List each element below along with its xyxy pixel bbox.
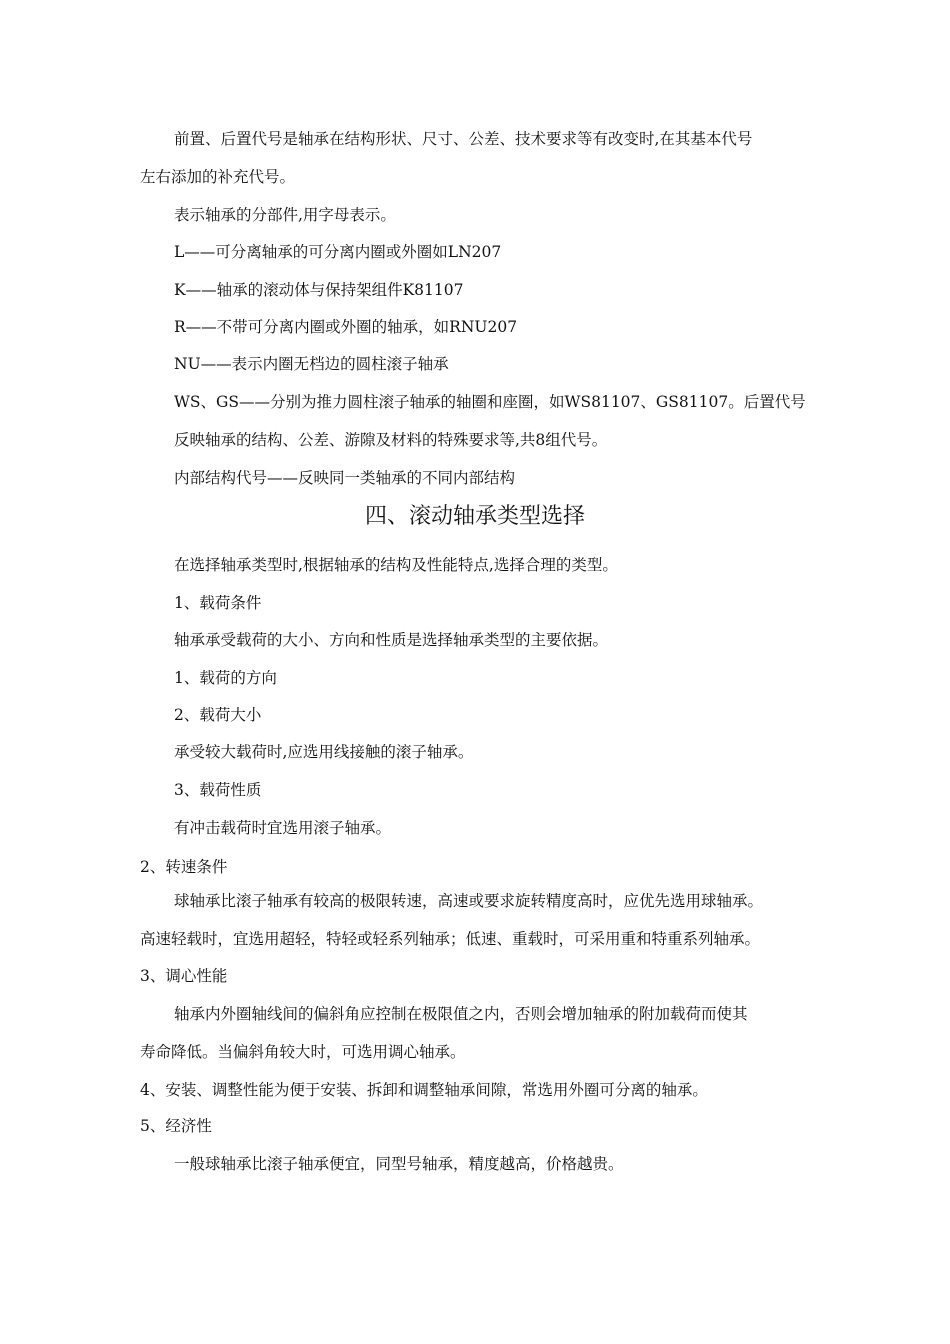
paragraph-line: 寿命降低。当偏斜角较大时，可选用调心轴承。 — [140, 1043, 466, 1061]
code-definition: 反映轴承的结构、公差、游隙及材料的特殊要求等,共8组代号。 — [174, 431, 608, 449]
paragraph-line: 一般球轴承比滚子轴承便宜，同型号轴承，精度越高，价格越贵。 — [174, 1155, 624, 1173]
code-definition: WS、GS——分别为推力圆柱滚子轴承的轴圈和座圈，如WS81107、GS81107。后置代号 — [174, 393, 806, 411]
paragraph-line: 高速轻载时，宜选用超轻，特轻或轻系列轴承；低速、重载时，可采用重和特重系列轴承。 — [140, 930, 761, 948]
list-item: 3、载荷性质 — [174, 781, 262, 799]
paragraph-line: 轴承承受载荷的大小、方向和性质是选择轴承类型的主要依据。 — [174, 631, 609, 649]
code-definition: R——不带可分离内圈或外圈的轴承，如RNU207 — [174, 318, 518, 336]
paragraph-line: 有冲击载荷时宜选用滚子轴承。 — [174, 819, 392, 837]
code-definition: K——轴承的滚动体与保持架组件K81107 — [174, 281, 464, 299]
paragraph-line: 承受较大载荷时,应选用线接触的滚子轴承。 — [174, 743, 474, 761]
subsection-title: 1、载荷条件 — [174, 594, 262, 612]
code-definition: L——可分离轴承的可分离内圈或外圈如LN207 — [174, 243, 502, 261]
list-item: 1、载荷的方向 — [174, 669, 277, 687]
paragraph-line: 前置、后置代号是轴承在结构形状、尺寸、公差、技术要求等有改变时,在其基本代号 — [174, 130, 753, 148]
subsection-title: 5、经济性 — [140, 1117, 212, 1135]
paragraph-line: 左右添加的补充代号。 — [140, 168, 296, 186]
code-definition: NU——表示内圈无档边的圆柱滚子轴承 — [174, 355, 449, 373]
list-item: 2、载荷大小 — [174, 706, 262, 724]
paragraph-line: 轴承内外圈轴线间的偏斜角应控制在极限值之内，否则会增加轴承的附加载荷而使其 — [174, 1005, 748, 1023]
section-intro: 在选择轴承类型时,根据轴承的结构及性能特点,选择合理的类型。 — [174, 556, 618, 574]
section-heading: 四、滚动轴承类型选择 — [364, 504, 585, 529]
code-definition: 内部结构代号——反映同一类轴承的不同内部结构 — [174, 469, 516, 487]
paragraph-line: 球轴承比滚子轴承有较高的极限转速，高速或要求旋转精度高时，应优先选用球轴承。 — [174, 892, 764, 910]
paragraph-line: 表示轴承的分部件,用字母表示。 — [174, 206, 396, 224]
subsection-title: 3、调心性能 — [140, 967, 228, 985]
paragraph-line: 4、安装、调整性能为便于安装、拆卸和调整轴承间隙，常选用外圈可分离的轴承。 — [140, 1081, 708, 1099]
subsection-title: 2、转速条件 — [140, 858, 228, 876]
